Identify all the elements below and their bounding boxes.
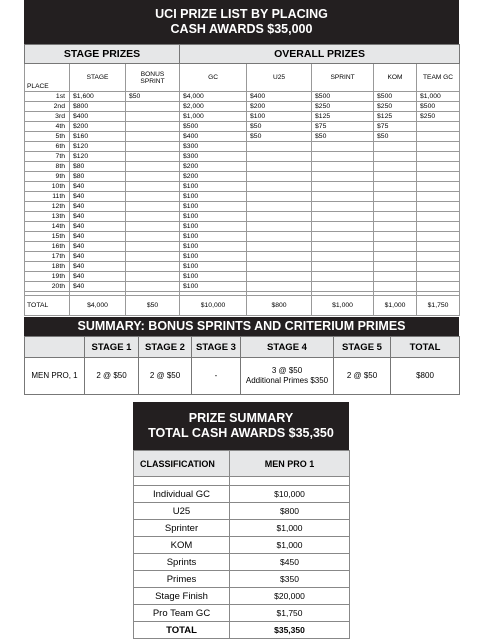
summary-row <box>134 554 350 571</box>
prize-row <box>25 102 460 112</box>
summary-label: Individual GC <box>134 486 230 503</box>
summary-row <box>134 503 350 520</box>
cell-sprint <box>312 142 374 152</box>
cell-bonus <box>126 132 180 142</box>
bonus-summary-corner <box>25 337 85 358</box>
cell-sprint <box>312 242 374 252</box>
prize-summary-header-row <box>134 451 350 477</box>
stage-4-value-line1: 3 @ $50 <box>271 366 303 375</box>
cell-team <box>417 142 460 152</box>
cell-kom <box>374 142 417 152</box>
cell-bonus <box>126 112 180 122</box>
prize-summary-title-line2: TOTAL CASH AWARDS $35,350 <box>148 426 334 440</box>
cell-place: 4th <box>25 122 70 132</box>
cell-team <box>417 152 460 162</box>
cell-kom <box>374 162 417 172</box>
summary-row <box>134 486 350 503</box>
cell-team <box>417 232 460 242</box>
cell-stage: $800 <box>70 102 126 112</box>
cell-kom <box>374 202 417 212</box>
cell-team <box>417 242 460 252</box>
cell-sprint: $500 <box>312 92 374 102</box>
cell-u25: $200 <box>247 102 312 112</box>
cell-gc: $4,000 <box>180 92 247 102</box>
cell-bonus <box>126 122 180 132</box>
cell-u25: $400 <box>247 92 312 102</box>
cell-kom: $125 <box>374 112 417 122</box>
cell-kom <box>374 242 417 252</box>
prize-summary-title-line1: PRIZE SUMMARY <box>188 411 294 425</box>
overall-prizes-label: OVERALL PRIZES <box>180 45 460 64</box>
cell-stage: $80 <box>70 172 126 182</box>
cell-place: 1st <box>25 92 70 102</box>
summary-value: $1,000 <box>230 537 350 554</box>
cell-sprint <box>312 212 374 222</box>
cell-kom <box>374 252 417 262</box>
summary-row <box>134 537 350 554</box>
blank-cell <box>230 477 350 486</box>
cell-gc: $400 <box>180 132 247 142</box>
cell-stage: $40 <box>70 242 126 252</box>
cell-stage: $40 <box>70 282 126 292</box>
total-value: $800 <box>391 358 460 395</box>
summary-value: $20,000 <box>230 588 350 605</box>
prize-row <box>25 242 460 252</box>
cell-stage: $40 <box>70 192 126 202</box>
stage-5-value: 2 @ $50 <box>334 358 391 395</box>
stage-1-value: 2 @ $50 <box>85 358 139 395</box>
cell-place: 5th <box>25 132 70 142</box>
cell-kom <box>374 282 417 292</box>
col-sprint: SPRINT <box>312 64 374 92</box>
cell-kom: $250 <box>374 102 417 112</box>
cell-sprint <box>312 182 374 192</box>
cell-place: 16th <box>25 242 70 252</box>
summary-value: $1,750 <box>230 605 350 622</box>
cell-gc: $200 <box>180 172 247 182</box>
col-bonus-sprint-line1: BONUS <box>140 70 165 78</box>
cell-stage: $40 <box>70 232 126 242</box>
stage-4-value-line2: Additional Primes $350 <box>245 376 329 385</box>
cell-place: 20th <box>25 282 70 292</box>
cell-gc: $300 <box>180 152 247 162</box>
category-header: MEN PRO 1 <box>230 451 350 477</box>
cell-sprint <box>312 272 374 282</box>
blank-cell <box>134 477 230 486</box>
total-stage: $4,000 <box>70 296 126 316</box>
prize-list-title-line1: UCI PRIZE LIST BY PLACING <box>155 7 328 21</box>
summary-value: $800 <box>230 503 350 520</box>
cell-gc: $100 <box>180 242 247 252</box>
prize-row <box>25 162 460 172</box>
prize-row <box>25 262 460 272</box>
cell-gc: $100 <box>180 252 247 262</box>
prize-summary <box>133 402 349 639</box>
cell-bonus <box>126 172 180 182</box>
summary-label: U25 <box>134 503 230 520</box>
cell-gc: $100 <box>180 232 247 242</box>
cell-kom <box>374 222 417 232</box>
summary-value: $10,000 <box>230 486 350 503</box>
cell-kom <box>374 172 417 182</box>
summary-value: $450 <box>230 554 350 571</box>
cell-gc: $100 <box>180 282 247 292</box>
cell-kom: $500 <box>374 92 417 102</box>
cell-u25 <box>247 152 312 162</box>
cell-place: 10th <box>25 182 70 192</box>
prize-list-title-line2: CASH AWARDS $35,000 <box>170 22 313 36</box>
cell-place: 8th <box>25 162 70 172</box>
cell-u25 <box>247 252 312 262</box>
summary-label: Primes <box>134 571 230 588</box>
cell-stage: $40 <box>70 272 126 282</box>
cell-stage: $40 <box>70 252 126 262</box>
cell-stage: $1,600 <box>70 92 126 102</box>
cell-gc: $300 <box>180 142 247 152</box>
summary-row <box>134 605 350 622</box>
cell-u25: $50 <box>247 132 312 142</box>
cell-place: 12th <box>25 202 70 212</box>
cell-gc: $100 <box>180 222 247 232</box>
cell-gc: $200 <box>180 162 247 172</box>
cell-sprint <box>312 202 374 212</box>
section-header-row <box>25 45 460 64</box>
cell-team: $250 <box>417 112 460 122</box>
prize-row <box>25 92 460 102</box>
cell-team <box>417 182 460 192</box>
cell-stage: $40 <box>70 262 126 272</box>
cell-place: 17th <box>25 252 70 262</box>
prize-row <box>25 222 460 232</box>
header-stage-4: STAGE 4 <box>241 337 334 358</box>
cell-sprint: $50 <box>312 132 374 142</box>
cell-u25 <box>247 172 312 182</box>
cell-team <box>417 192 460 202</box>
prize-row <box>25 152 460 162</box>
total-kom: $1,000 <box>374 296 417 316</box>
prize-list-table <box>24 44 460 316</box>
cell-bonus <box>126 232 180 242</box>
prize-row <box>25 122 460 132</box>
cell-stage: $40 <box>70 222 126 232</box>
cell-u25 <box>247 282 312 292</box>
cell-place: 19th <box>25 272 70 282</box>
cell-u25 <box>247 162 312 172</box>
bonus-sprints-summary <box>24 317 459 395</box>
prize-row <box>25 132 460 142</box>
cell-bonus <box>126 212 180 222</box>
cell-gc: $100 <box>180 212 247 222</box>
cell-bonus <box>126 152 180 162</box>
bonus-summary-header-row <box>25 337 460 358</box>
cell-team <box>417 122 460 132</box>
cell-team: $1,000 <box>417 92 460 102</box>
cell-sprint: $125 <box>312 112 374 122</box>
cell-gc: $100 <box>180 202 247 212</box>
cell-bonus <box>126 282 180 292</box>
cell-u25 <box>247 242 312 252</box>
col-stage: STAGE <box>70 64 126 92</box>
cell-stage: $400 <box>70 112 126 122</box>
cell-kom <box>374 182 417 192</box>
prize-summary-title <box>133 402 349 450</box>
cell-sprint <box>312 252 374 262</box>
cell-sprint <box>312 222 374 232</box>
cell-bonus <box>126 262 180 272</box>
bonus-summary-title: SUMMARY: BONUS SPRINTS AND CRITERIUM PRIMES <box>24 317 459 336</box>
cell-kom: $50 <box>374 132 417 142</box>
cell-stage: $200 <box>70 122 126 132</box>
cell-gc: $100 <box>180 182 247 192</box>
header-stage-3: STAGE 3 <box>192 337 241 358</box>
cell-place: 7th <box>25 152 70 162</box>
uci-prize-list <box>24 0 459 316</box>
cell-bonus <box>126 102 180 112</box>
cell-u25: $100 <box>247 112 312 122</box>
cell-u25 <box>247 192 312 202</box>
cell-sprint: $75 <box>312 122 374 132</box>
cell-place: 6th <box>25 142 70 152</box>
cell-team <box>417 162 460 172</box>
cell-team <box>417 272 460 282</box>
cell-bonus: $50 <box>126 92 180 102</box>
cell-sprint <box>312 172 374 182</box>
cell-sprint: $250 <box>312 102 374 112</box>
prize-row <box>25 112 460 122</box>
cell-u25 <box>247 142 312 152</box>
cell-kom: $75 <box>374 122 417 132</box>
cell-u25: $50 <box>247 122 312 132</box>
cell-u25 <box>247 222 312 232</box>
cell-place: 15th <box>25 232 70 242</box>
cell-bonus <box>126 272 180 282</box>
column-header-row <box>25 64 460 92</box>
cell-bonus <box>126 222 180 232</box>
cell-bonus <box>126 252 180 262</box>
cell-team <box>417 212 460 222</box>
cell-gc: $100 <box>180 262 247 272</box>
cell-stage: $80 <box>70 162 126 172</box>
prize-row <box>25 252 460 262</box>
total-team: $1,750 <box>417 296 460 316</box>
cell-gc: $1,000 <box>180 112 247 122</box>
prize-row <box>25 202 460 212</box>
cell-stage: $40 <box>70 202 126 212</box>
cell-place: 13th <box>25 212 70 222</box>
cell-gc: $100 <box>180 192 247 202</box>
summary-value: $1,000 <box>230 520 350 537</box>
cell-stage: $120 <box>70 142 126 152</box>
cell-place: 18th <box>25 262 70 272</box>
summary-label: Stage Finish <box>134 588 230 605</box>
prize-row <box>25 142 460 152</box>
cell-gc: $500 <box>180 122 247 132</box>
cell-sprint <box>312 262 374 272</box>
summary-label: Sprinter <box>134 520 230 537</box>
cell-bonus <box>126 202 180 212</box>
cell-kom <box>374 262 417 272</box>
cell-stage: $160 <box>70 132 126 142</box>
summary-label: KOM <box>134 537 230 554</box>
cell-u25 <box>247 212 312 222</box>
header-stage-1: STAGE 1 <box>85 337 139 358</box>
col-u25: U25 <box>247 64 312 92</box>
cell-bonus <box>126 142 180 152</box>
cell-kom <box>374 272 417 282</box>
prize-row <box>25 192 460 202</box>
bonus-summary-table <box>24 336 460 395</box>
cell-kom <box>374 152 417 162</box>
cell-team <box>417 252 460 262</box>
total-place: TOTAL <box>25 296 70 316</box>
cell-kom <box>374 192 417 202</box>
stage-3-value: - <box>192 358 241 395</box>
cell-bonus <box>126 242 180 252</box>
total-row <box>25 296 460 316</box>
cell-kom <box>374 212 417 222</box>
cell-team <box>417 282 460 292</box>
cell-stage: $40 <box>70 212 126 222</box>
cell-bonus <box>126 162 180 172</box>
cell-u25 <box>247 232 312 242</box>
cell-place: 14th <box>25 222 70 232</box>
prize-row <box>25 182 460 192</box>
cell-team <box>417 132 460 142</box>
summary-label: Sprints <box>134 554 230 571</box>
cell-bonus <box>126 192 180 202</box>
total-gc: $10,000 <box>180 296 247 316</box>
cell-u25 <box>247 272 312 282</box>
cell-sprint <box>312 162 374 172</box>
stage-prizes-label: STAGE PRIZES <box>25 45 180 64</box>
prize-row <box>25 272 460 282</box>
summary-row <box>134 588 350 605</box>
header-total: TOTAL <box>391 337 460 358</box>
prize-row <box>25 282 460 292</box>
cell-u25 <box>247 262 312 272</box>
col-bonus-sprint-line2: SPRINT <box>140 77 165 85</box>
col-gc: GC <box>180 64 247 92</box>
prize-list-title <box>24 0 459 44</box>
cell-u25 <box>247 202 312 212</box>
cell-place: 2nd <box>25 102 70 112</box>
classification-header: CLASSIFICATION <box>134 451 230 477</box>
prize-row <box>25 172 460 182</box>
cell-place: 9th <box>25 172 70 182</box>
cell-place: 11th <box>25 192 70 202</box>
header-stage-5: STAGE 5 <box>334 337 391 358</box>
summary-total-label: TOTAL <box>134 622 230 639</box>
blank-row <box>134 477 350 486</box>
summary-row <box>134 520 350 537</box>
cell-team <box>417 202 460 212</box>
cell-team <box>417 262 460 272</box>
category-label: MEN PRO, 1 <box>25 358 85 395</box>
cell-place: 3rd <box>25 112 70 122</box>
summary-row <box>134 571 350 588</box>
summary-total-value: $35,350 <box>230 622 350 639</box>
prize-summary-table <box>133 450 350 639</box>
col-bonus-sprint <box>126 64 180 92</box>
cell-sprint <box>312 232 374 242</box>
total-sprint: $1,000 <box>312 296 374 316</box>
stage-4-value <box>241 358 334 395</box>
cell-gc: $100 <box>180 272 247 282</box>
cell-sprint <box>312 282 374 292</box>
col-kom: KOM <box>374 64 417 92</box>
prize-row <box>25 232 460 242</box>
cell-bonus <box>126 182 180 192</box>
col-place: PLACE <box>25 64 70 92</box>
total-bonus: $50 <box>126 296 180 316</box>
cell-team <box>417 222 460 232</box>
header-stage-2: STAGE 2 <box>139 337 192 358</box>
cell-stage: $120 <box>70 152 126 162</box>
summary-value: $350 <box>230 571 350 588</box>
bonus-summary-value-row <box>25 358 460 395</box>
cell-team: $500 <box>417 102 460 112</box>
cell-kom <box>374 232 417 242</box>
cell-sprint <box>312 192 374 202</box>
col-team-gc: TEAM GC <box>417 64 460 92</box>
prize-row <box>25 212 460 222</box>
cell-stage: $40 <box>70 182 126 192</box>
cell-u25 <box>247 182 312 192</box>
cell-sprint <box>312 152 374 162</box>
cell-team <box>417 172 460 182</box>
stage-2-value: 2 @ $50 <box>139 358 192 395</box>
cell-gc: $2,000 <box>180 102 247 112</box>
summary-label: Pro Team GC <box>134 605 230 622</box>
total-u25: $800 <box>247 296 312 316</box>
